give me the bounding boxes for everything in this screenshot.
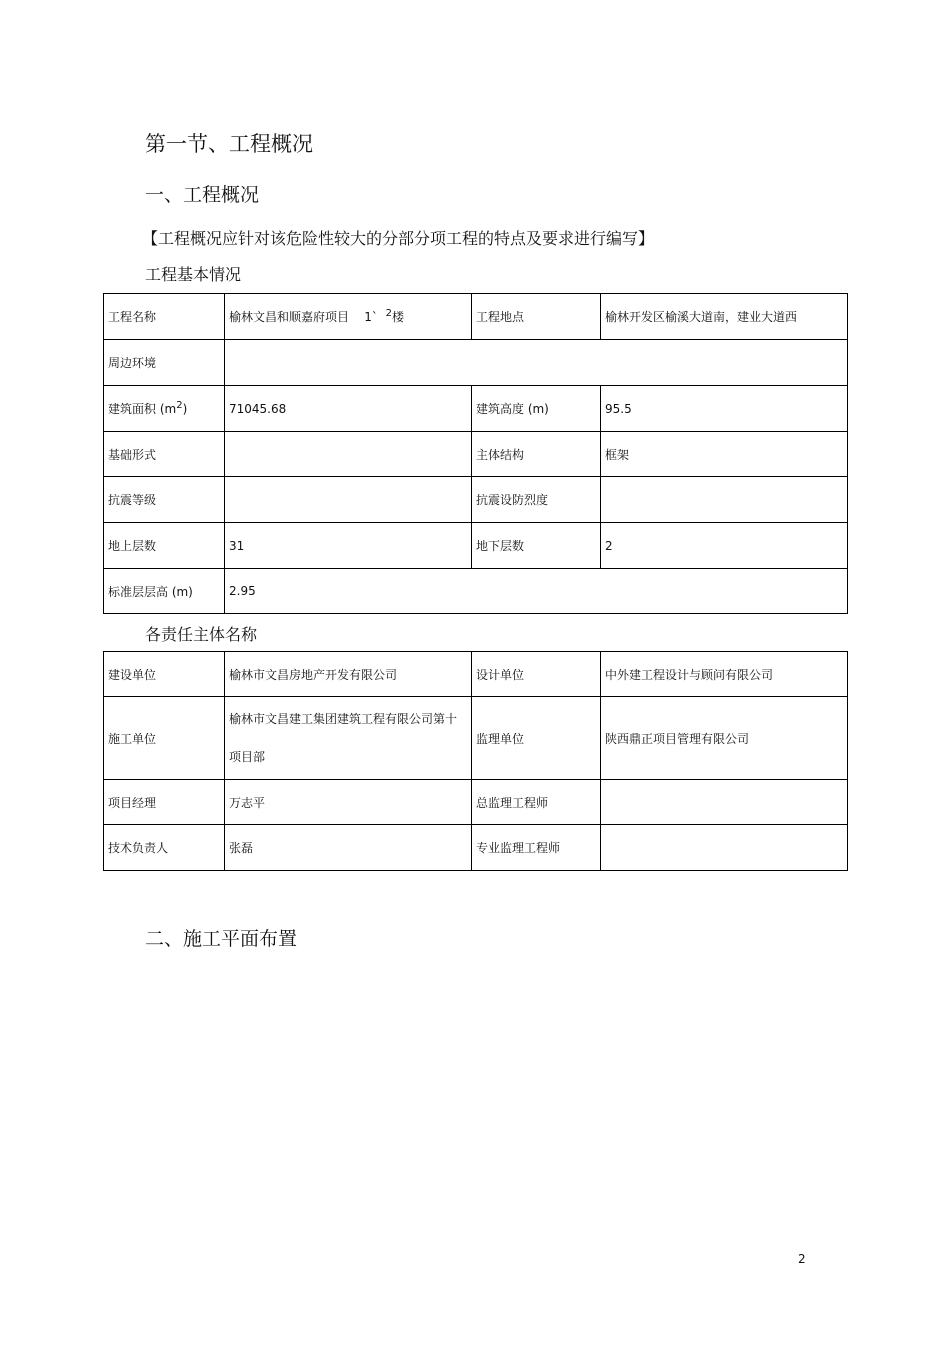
- seismic-grade-value: [225, 477, 472, 523]
- builder-value: 榆林市文昌房地产开发有限公司: [225, 652, 472, 697]
- table-row: [104, 386, 848, 432]
- project-name-separator: `: [371, 310, 378, 324]
- table-row: [104, 697, 848, 780]
- page-number: 2: [798, 1252, 806, 1266]
- floors-below-label: 地下层数: [472, 523, 601, 569]
- specialist-supervisor-label: 专业监理工程师: [472, 825, 601, 871]
- height-value: 95.5: [601, 386, 848, 432]
- table-row: [104, 652, 848, 697]
- floors-below-value: 2: [601, 523, 848, 569]
- area-value: 71045.68: [225, 386, 472, 432]
- tech-lead-label: 技术负责人: [104, 825, 225, 871]
- project-name-label: 工程名称: [104, 294, 225, 340]
- designer-value: 中外建工程设计与顾问有限公司: [601, 652, 848, 697]
- height-label: 建筑高度 (m): [472, 386, 601, 432]
- project-manager-label: 项目经理: [104, 780, 225, 825]
- tech-lead-value: 张磊: [225, 825, 472, 871]
- project-name-suffix: 楼: [391, 310, 404, 324]
- floors-above-value: 31: [225, 523, 472, 569]
- section-title: 第一节、工程概况: [145, 132, 313, 156]
- foundation-label: 基础形式: [104, 432, 225, 477]
- table-row: [104, 523, 848, 569]
- subsection-title-overview: 一、工程概况: [145, 184, 260, 206]
- supervisor-label: 监理单位: [472, 697, 601, 780]
- environment-value: [225, 340, 848, 386]
- builder-label: 建设单位: [104, 652, 225, 697]
- project-name-building-1: 1: [364, 310, 372, 324]
- area-label-superscript: 2: [176, 400, 183, 411]
- responsible-parties-caption: 各责任主体名称: [145, 625, 258, 644]
- table-row: [104, 340, 848, 386]
- seismic-intensity-label: 抗震设防烈度: [472, 477, 601, 523]
- designer-label: 设计单位: [472, 652, 601, 697]
- chief-supervisor-value: [601, 780, 848, 825]
- structure-label: 主体结构: [472, 432, 601, 477]
- table-row: [104, 825, 848, 871]
- constructor-value: 榆林市文昌建工集团建筑工程有限公司第十项目部: [225, 697, 472, 780]
- area-label-text: 建筑面积 (m: [108, 402, 177, 416]
- supervisor-value: 陕西鼎正项目管理有限公司: [601, 697, 848, 780]
- table-row: [104, 569, 848, 614]
- area-label-close: ): [182, 402, 188, 416]
- seismic-intensity-value: [601, 477, 848, 523]
- constructor-label: 施工单位: [104, 697, 225, 780]
- floor-height-value: 2.95: [225, 569, 848, 614]
- subsection-title-site-layout: 二、施工平面布置: [145, 928, 298, 950]
- project-name-building-2: 2: [385, 308, 392, 319]
- table-row: [104, 432, 848, 477]
- table-row: [104, 294, 848, 340]
- floor-height-label: 标准层层高 (m): [104, 569, 225, 614]
- environment-label: 周边环境: [104, 340, 225, 386]
- chief-supervisor-label: 总监理工程师: [472, 780, 601, 825]
- specialist-supervisor-value: [601, 825, 848, 871]
- project-name-text: 榆林文昌和顺嘉府项目: [229, 310, 350, 324]
- structure-value: 框架: [601, 432, 848, 477]
- area-label: [104, 386, 225, 432]
- project-name-value: [225, 294, 472, 340]
- table-row: [104, 477, 848, 523]
- location-value: 榆林开发区榆溪大道南，建业大道西: [601, 294, 848, 340]
- basic-info-table: [103, 293, 848, 614]
- seismic-grade-label: 抗震等级: [104, 477, 225, 523]
- floors-above-label: 地上层数: [104, 523, 225, 569]
- foundation-value: [225, 432, 472, 477]
- table-row: [104, 780, 848, 825]
- writing-instruction-note: 【工程概况应针对该危险性较大的分部分项工程的特点及要求进行编写】: [142, 229, 655, 248]
- location-label: 工程地点: [472, 294, 601, 340]
- project-manager-value: 万志平: [225, 780, 472, 825]
- basic-info-caption: 工程基本情况: [145, 265, 242, 284]
- responsible-parties-table: [103, 651, 848, 871]
